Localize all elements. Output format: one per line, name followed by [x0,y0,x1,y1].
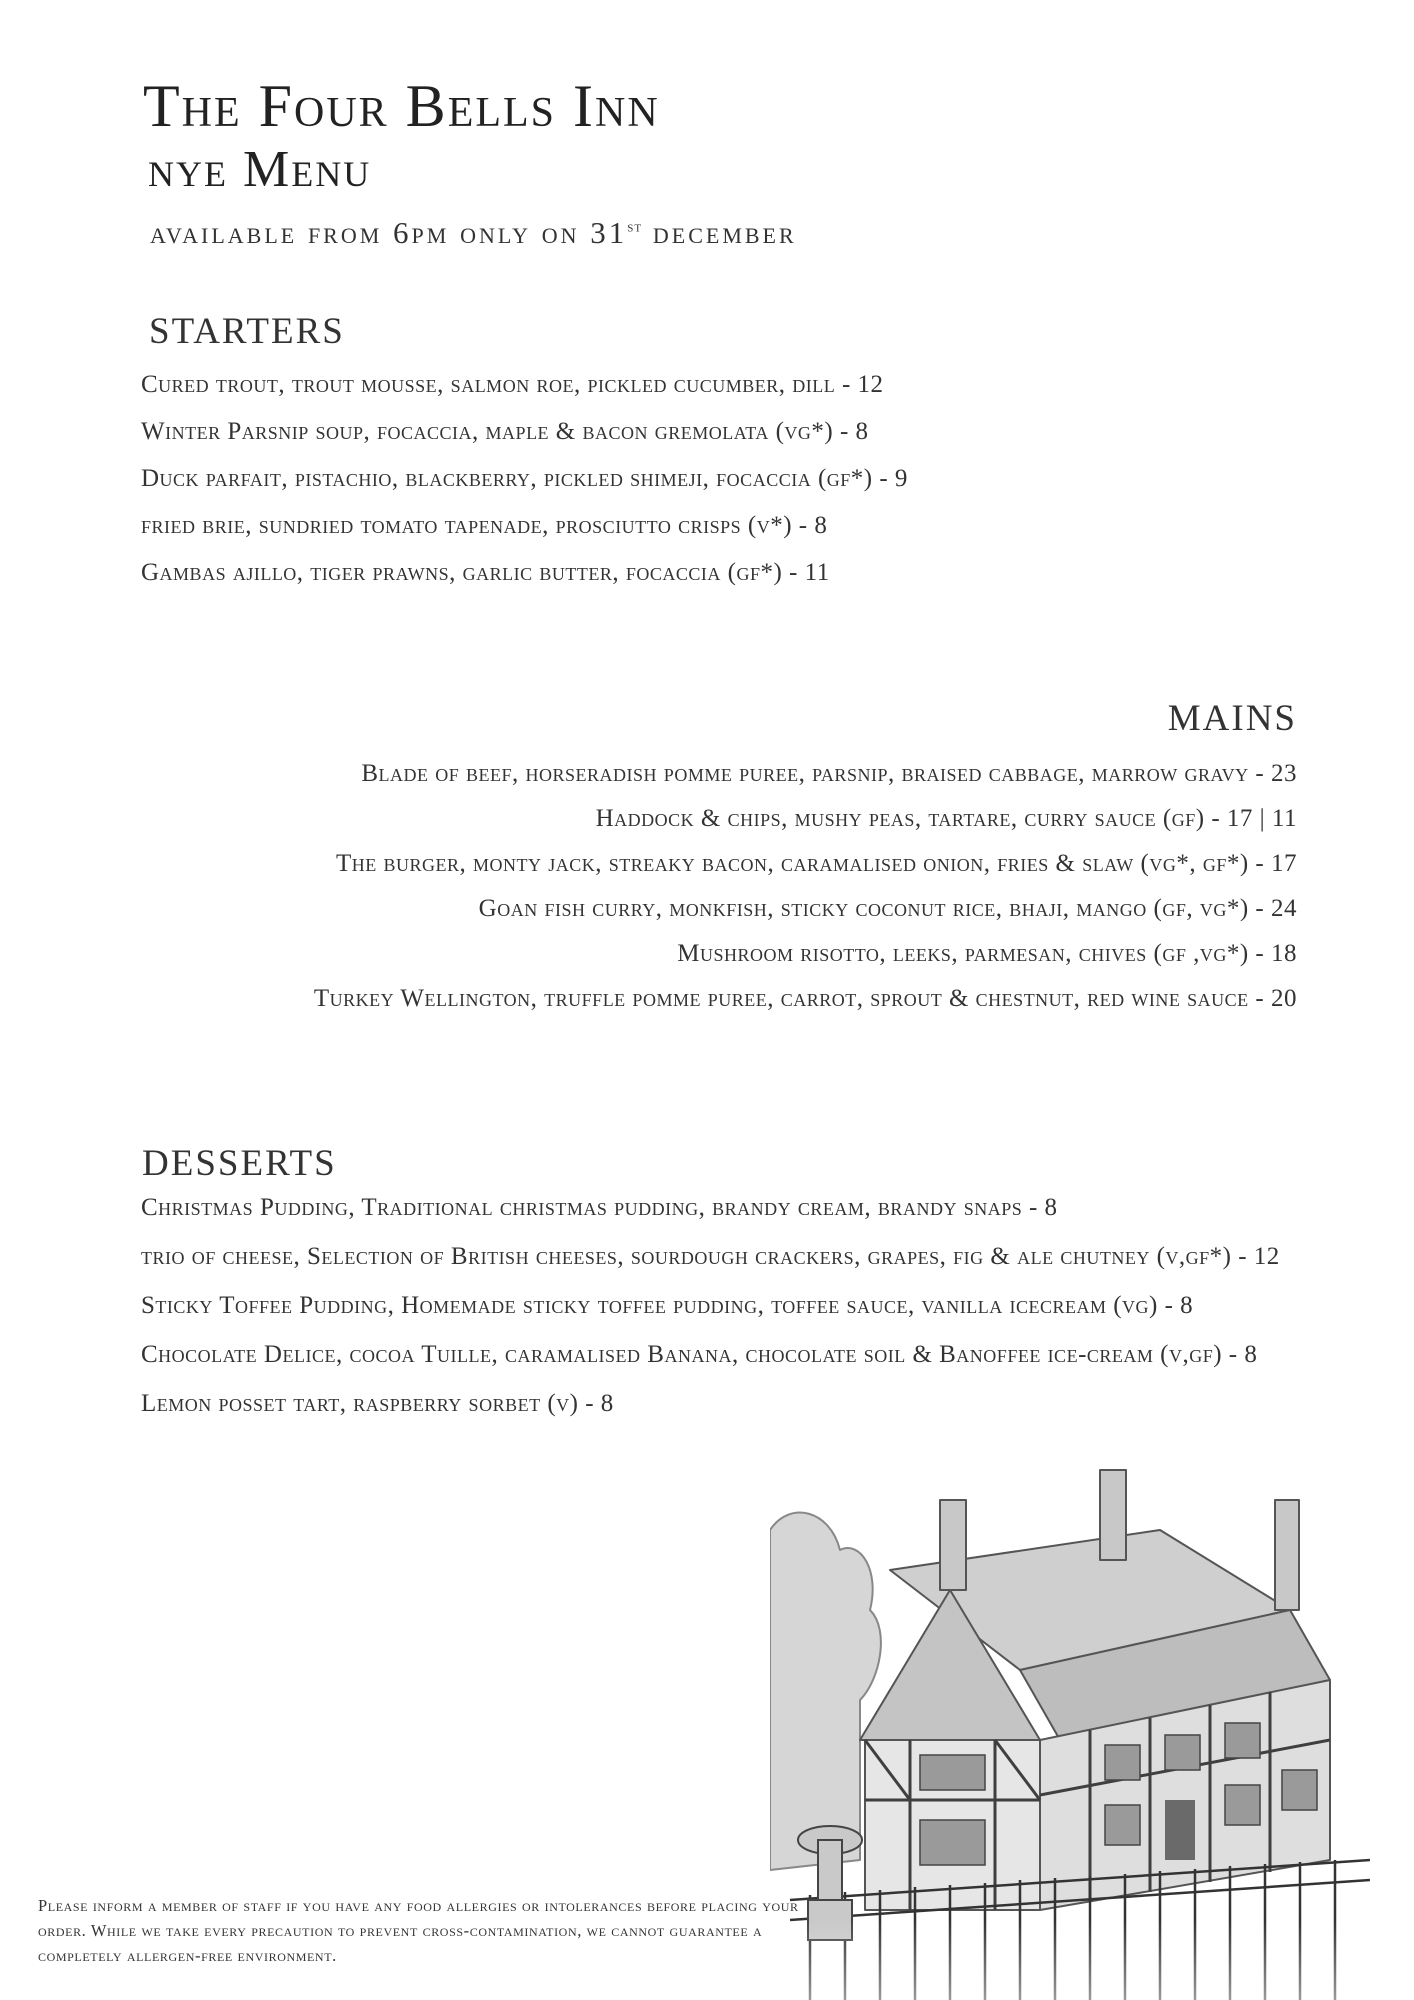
main-item: Mushroom risotto, leeks, parmesan, chives (gf ,vg*) - 18 [677,940,1297,967]
mains-heading: MAINS [1167,698,1297,739]
starter-item: Cured trout, trout mousse, salmon roe, pickled cucumber, dill - 12 [141,371,884,398]
tudor-inn-sketch-icon [770,1440,1370,2000]
availability-text: available from 6pm only on 31 [150,215,628,250]
dessert-item: Lemon posset tart, raspberry sorbet (v) - 8 [141,1390,614,1417]
dessert-item: trio of cheese, Selection of British cheeses, sourdough crackers, grapes, fig & ale chutney (v,gf*) - 12 [141,1243,1280,1270]
main-item: Goan fish curry, monkfish, sticky coconut rice, bhaji, mango (gf, vg*) - 24 [478,895,1297,922]
dessert-item: Sticky Toffee Pudding, Homemade sticky toffee pudding, toffee sauce, vanilla icecream (vg) - 8 [141,1292,1194,1319]
starter-item: Duck parfait, pistachio, blackberry, pickled shimeji, focaccia (gf*) - 9 [141,465,908,492]
starter-item: Winter Parsnip soup, focaccia, maple & bacon gremolata (vg*) - 8 [141,418,869,445]
availability-note [150,215,797,251]
starters-list [141,367,908,602]
starter-item: Gambas ajillo, tiger prawns, garlic butter, focaccia (gf*) - 11 [141,559,830,586]
dessert-item: Christmas Pudding, Traditional christmas pudding, brandy cream, brandy snaps - 8 [141,1194,1058,1221]
menu-subtitle: nye Menu [148,141,372,198]
main-item: Turkey Wellington, truffle pomme puree, carrot, sprout & chestnut, red wine sauce - 20 [313,985,1297,1012]
dessert-item: Chocolate Delice, cocoa Tuille, caramalised Banana, chocolate soil & Banoffee ice-cream (v,gf) - 8 [141,1341,1258,1368]
menu-title: The Four Bells Inn [143,73,660,139]
main-item: Haddock & chips, mushy peas, tartare, curry sauce (gf) - 17 | 11 [595,805,1297,832]
availability-ordinal: st [627,218,643,236]
mains-list [314,756,1297,1026]
allergy-notice: Please inform a member of staff if you have any food allergies or intolerances before placing your order. While we take every precaution to prevent cross-contamination, we cannot guarantee a completely allergen-free environment. [38,1896,799,1965]
availability-month: december [642,215,797,250]
desserts-list [141,1190,1291,1435]
main-item: Blade of beef, horseradish pomme puree, parsnip, braised cabbage, marrow gravy - 23 [361,760,1297,787]
starter-item: fried brie, sundried tomato tapenade, prosciutto crisps (v*) - 8 [141,512,828,539]
desserts-heading: DESSERTS [142,1143,337,1184]
starters-heading: STARTERS [149,311,345,352]
main-item: The burger, monty jack, streaky bacon, caramalised onion, fries & slaw (vg*, gf*) - 17 [335,850,1297,877]
